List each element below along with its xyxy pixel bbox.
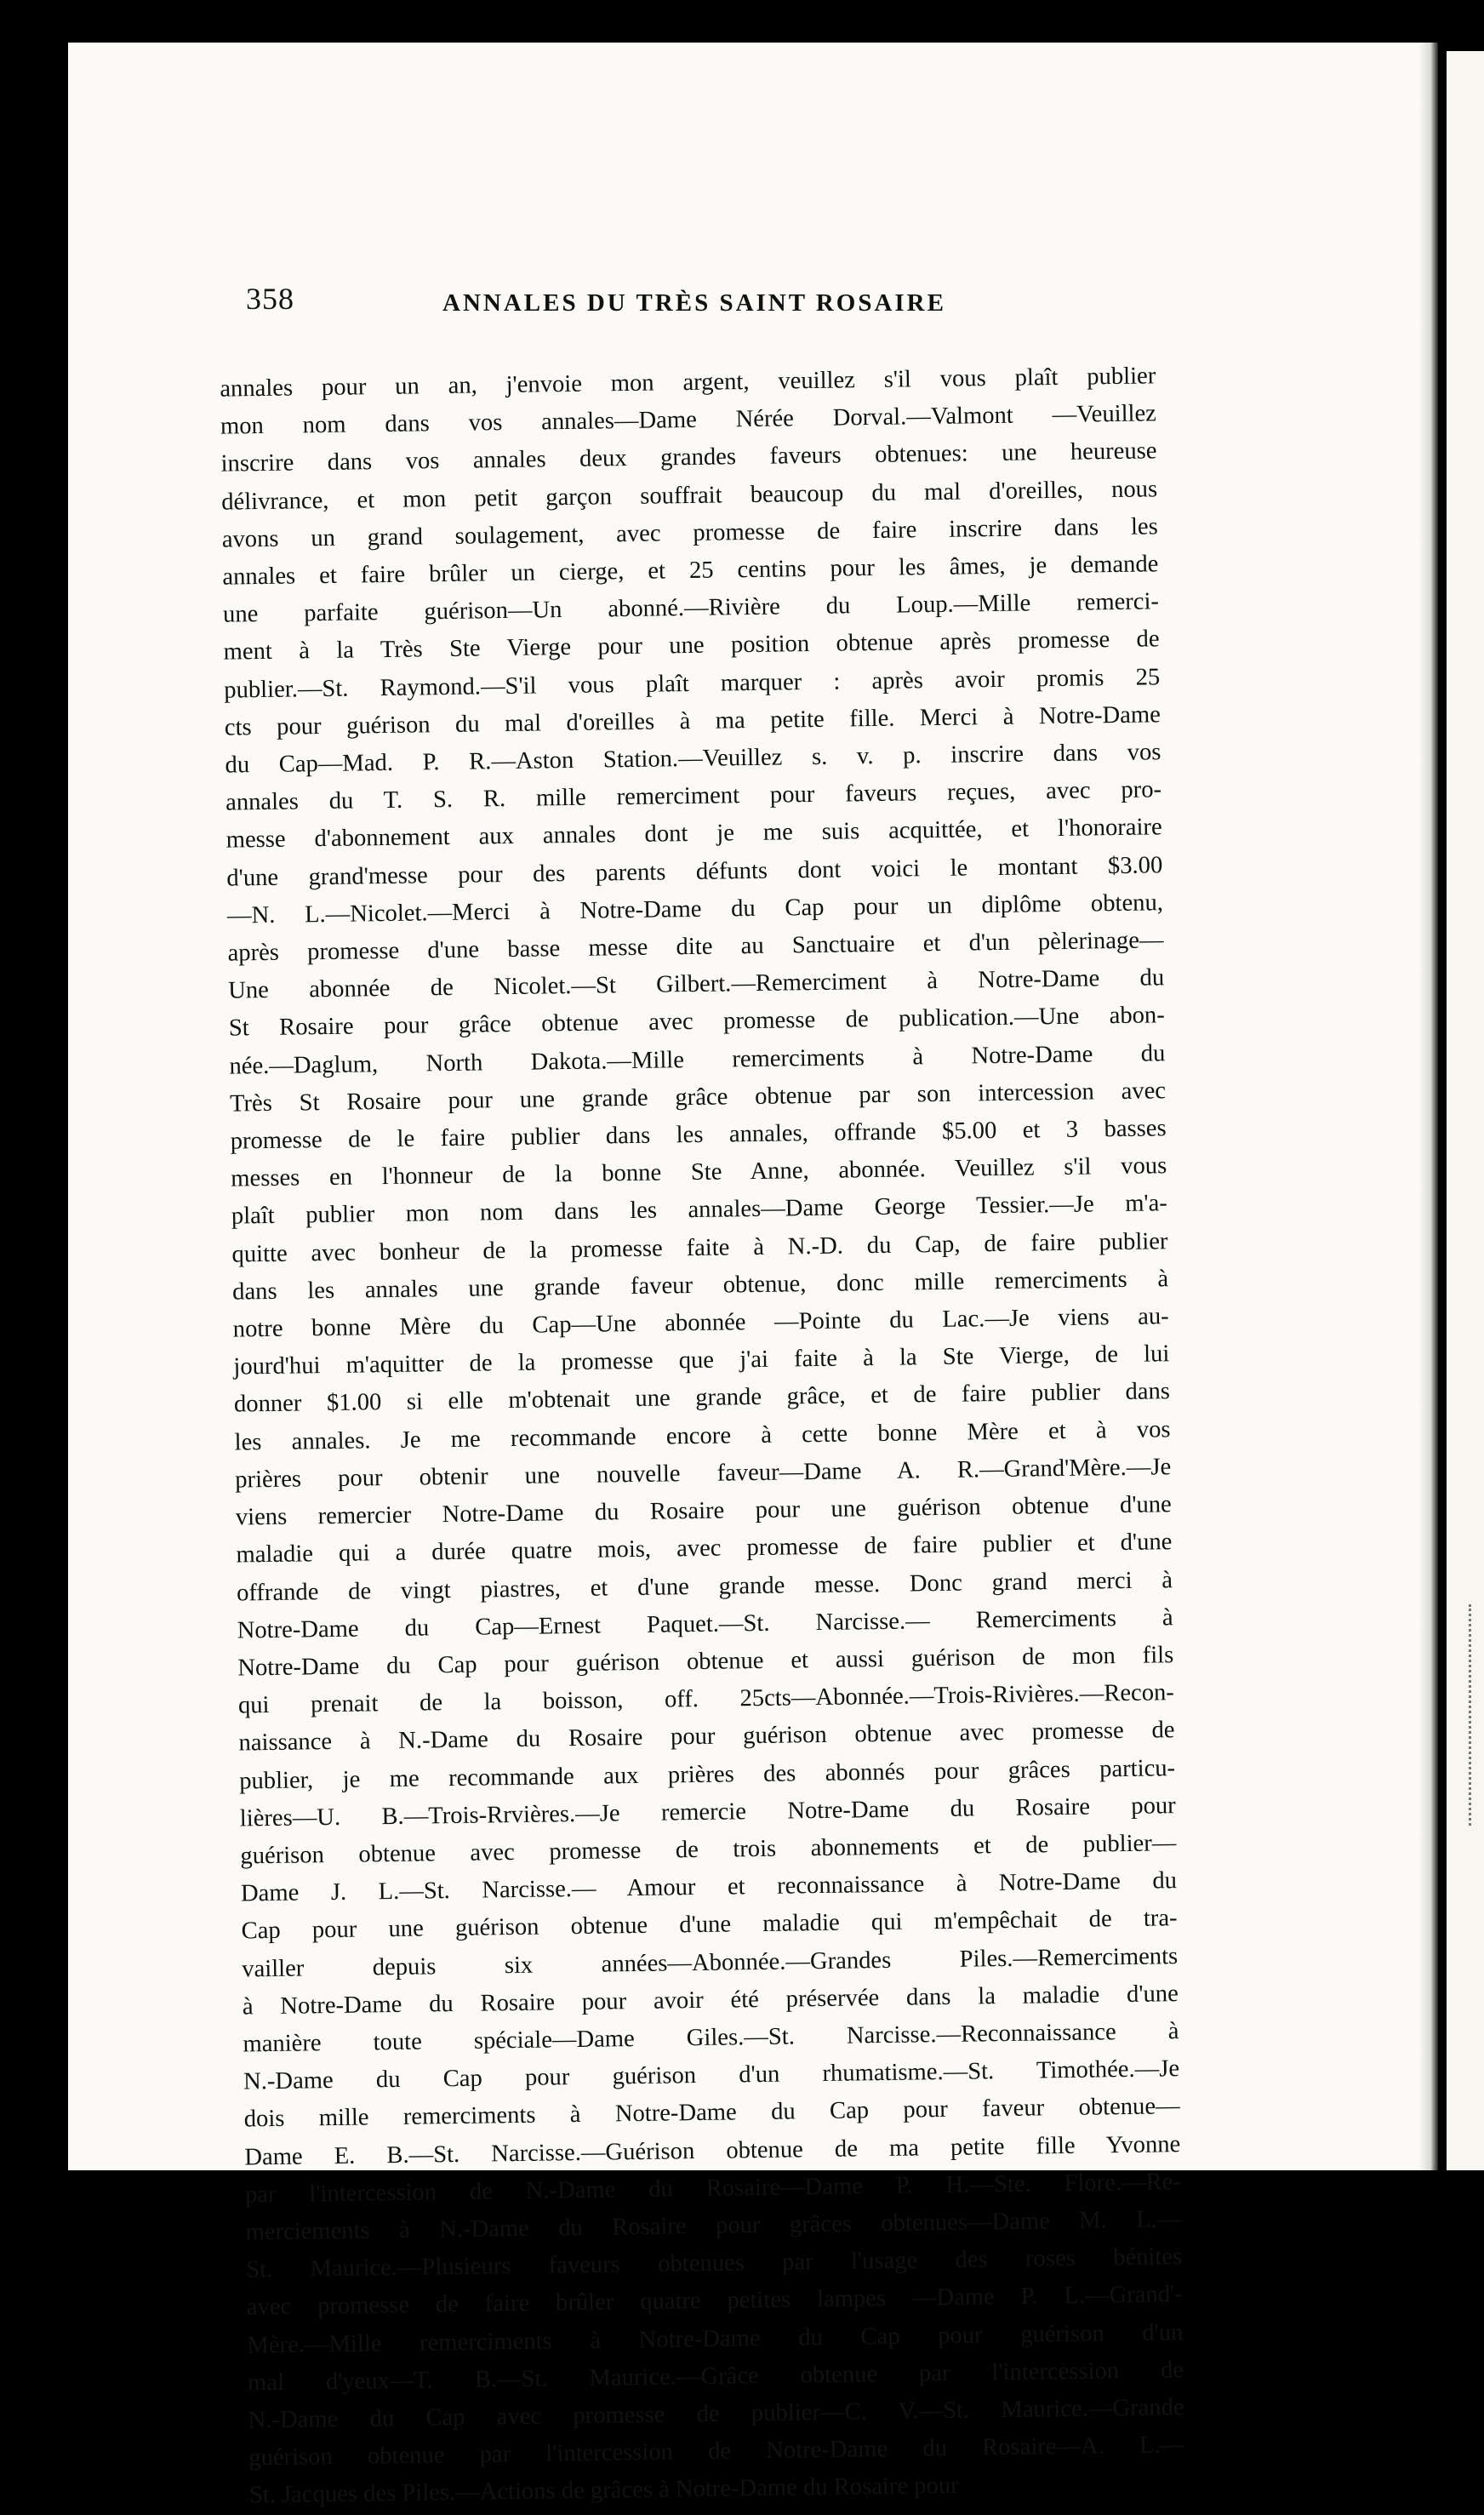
text-line: Mère.—Mille remerciments à Notre-Dame du Cap pour guérison d'un xyxy=(247,2318,1184,2359)
text-line: délivrance, et mon petit garçon souffrait beaucoup du mal d'oreilles, nous xyxy=(220,475,1158,516)
text-line: mal d'yeux—T. B.—St. Maurice.—Grâce obtenue par l'intercession de xyxy=(247,2356,1184,2397)
text-line: notre bonne Mère du Cap—Une abonnée —Pointe du Lac.—Je viens au- xyxy=(232,1303,1169,1343)
text-line: N.-Dame du Cap pour guérison d'un rhumatisme.—St. Timothée.—Je xyxy=(243,2055,1180,2095)
text-line: Dame E. B.—St. Narcisse.—Guérison obtenue de ma petite fille Yvonne xyxy=(244,2130,1181,2171)
text-line: plaît publier mon nom dans les annales—Dame George Tessier.—Je m'a- xyxy=(231,1190,1168,1231)
facing-page-text-fragment xyxy=(1469,1604,1484,1826)
text-line: Très St Rosaire pour une grande grâce obtenue par son intercession avec xyxy=(229,1077,1167,1117)
text-line: Une abonnée de Nicolet.—St Gilbert.—Remerciment à Notre-Dame du xyxy=(228,964,1165,1004)
text-line: St. Maurice.—Plusieurs faveurs obtenues par l'usage des roses bénites xyxy=(245,2243,1183,2284)
text-line: prières pour obtenir une nouvelle faveur—Dame A. R.—Grand'Mère.—Je xyxy=(235,1454,1172,1494)
text-line: d'une grand'messe pour des parents défunts dont voici le montant $3.00 xyxy=(226,851,1163,892)
text-line: annales et faire brûler un cierge, et 25 centins pour les âmes, je demande xyxy=(222,551,1159,591)
text-line: guérison obtenue par l'intercession de Notre-Dame du Rosaire—A. L.— xyxy=(248,2432,1185,2472)
text-line: à Notre-Dame du Rosaire pour avoir été préservée dans la maladie d'une xyxy=(242,1980,1179,2021)
text-line: les annales. Je me recommande encore à cette bonne Mère et à vos xyxy=(234,1415,1171,1456)
text-line: Notre-Dame du Cap—Ernest Paquet.—St. Narcisse.— Remerciments à xyxy=(237,1603,1173,1644)
text-line: annales pour un an, j'envoie mon argent, veuillez s'il vous plaît publier xyxy=(220,363,1156,403)
text-line: donner $1.00 si elle m'obtenait une grande grâce, et de faire publier dans xyxy=(233,1378,1171,1419)
text-line: lières—U. B.—Trois-Rrvières.—Je remercie Notre-Dame du Rosaire pour xyxy=(239,1792,1176,1832)
text-line: Cap pour une guérison obtenue d'une maladie qui m'empêchait de tra- xyxy=(241,1905,1178,1945)
text-line: qui prenait de la boisson, off. 25cts—Abonnée.—Trois-Rivières.—Recon- xyxy=(237,1679,1175,1719)
text-line: vailler depuis six années—Abonnée.—Grandes Piles.—Remerciments xyxy=(242,1942,1179,1983)
text-line: manière toute spéciale—Dame Giles.—St. Narcisse.—Reconnaissance à xyxy=(243,2018,1179,2058)
text-line: St Rosaire pour grâce obtenue avec promesse de publication.—Une abon- xyxy=(228,1002,1165,1043)
text-line: naissance à N.-Dame du Rosaire pour guérison obtenue avec promesse de xyxy=(238,1717,1175,1757)
text-line: une parfaite guérison—Un abonné.—Rivière du Loup.—Mille remerci- xyxy=(222,588,1160,628)
facing-page-edge xyxy=(1447,51,1484,2170)
running-head: ANNALES DU TRÈS SAINT ROSAIRE xyxy=(442,289,946,317)
text-line: messe d'abonnement aux annales dont je me suis acquittée, et l'honoraire xyxy=(225,814,1162,855)
page-edge-shadow xyxy=(1419,43,1438,2170)
text-line: du Cap—Mad. P. R.—Aston Station.—Veuillez s. v. p. inscrire dans vos xyxy=(225,739,1162,779)
text-line: promesse de le faire publier dans les annales, offrande $5.00 et 3 basses xyxy=(230,1115,1167,1155)
page-number: 358 xyxy=(246,282,294,316)
text-line: née.—Daglum, North Dakota.—Mille remerciments à Notre-Dame du xyxy=(229,1039,1166,1080)
text-line: Dame J. L.—St. Narcisse.— Amour et reconnaissance à Notre-Dame du xyxy=(240,1867,1178,1907)
text-line: avons un grand soulagement, avec promesse de faire inscrire dans les xyxy=(221,513,1158,553)
text-line: avec promesse de faire brûler quatre petites lampes —Dame P. L.—Grand'- xyxy=(246,2281,1183,2321)
text-line: annales du T. S. R. mille remerciment pour faveurs reçues, avec pro- xyxy=(225,776,1162,816)
text-line: guérison obtenue avec promesse de trois abonnements et de publier— xyxy=(240,1830,1177,1870)
text-line: ment à la Très Ste Vierge pour une position obtenue après promesse de xyxy=(223,626,1160,666)
text-line: publier.—St. Raymond.—S'il vous plaît marquer : après avoir promis 25 xyxy=(224,663,1161,704)
text-line: quitte avec bonheur de la promesse faite à N.-D. du Cap, de faire publier xyxy=(231,1227,1168,1268)
text-line: —N. L.—Nicolet.—Merci à Notre-Dame du Cap pour un diplôme obtenu, xyxy=(226,889,1164,929)
text-line: par l'intercession de N.-Dame du Rosaire—Dame P. H.—Ste. Flore.—Re- xyxy=(244,2168,1182,2209)
text-line: maladie qui a durée quatre mois, avec promesse de faire publier et d'une xyxy=(236,1529,1173,1569)
text-line: messes en l'honneur de la bonne Ste Anne, abonnée. Veuillez s'il vous xyxy=(231,1152,1167,1192)
text-line: offrande de vingt piastres, et d'une grande messe. Donc grand merci à xyxy=(236,1566,1173,1607)
text-line: mon nom dans vos annales—Dame Nérée Dorval.—Valmont —Veuillez xyxy=(220,400,1157,440)
text-line: après promesse d'une basse messe dite au Sanctuaire et d'un pèlerinage— xyxy=(227,927,1164,967)
text-line: viens remercier Notre-Dame du Rosaire pour une guérison obtenue d'une xyxy=(235,1491,1172,1531)
text-line: inscrire dans vos annales deux grandes faveurs obtenues: une heureuse xyxy=(220,437,1157,478)
text-line: jourd'hui m'aquitter de la promesse que j'ai faite à la Ste Vierge, de lui xyxy=(233,1340,1170,1380)
text-line: dans les annales une grande faveur obtenue, donc mille remerciments à xyxy=(231,1266,1169,1306)
text-line: publier, je me recommande aux prières des abonnés pour grâces particu- xyxy=(238,1754,1176,1795)
body-text xyxy=(220,357,1185,2515)
text-line: N.-Dame du Cap avec promesse de publier—C. V.—St. Maurice.—Grande xyxy=(248,2394,1184,2434)
text-line: cts pour guérison du mal d'oreilles à ma petite fille. Merci à Notre-Dame xyxy=(224,701,1162,741)
text-line: dois mille remerciments à Notre-Dame du Cap pour faveur obtenue— xyxy=(243,2093,1180,2133)
text-line: Notre-Dame du Cap pour guérison obtenue et aussi guérison de mon fils xyxy=(237,1642,1174,1682)
text-line: St. Jacques des Piles.—Actions de grâces à Notre-Dame du Rosaire pour xyxy=(248,2472,959,2509)
text-line: merciements à N.-Dame du Rosaire pour grâces obtenues—Dame M. L.— xyxy=(245,2206,1182,2246)
